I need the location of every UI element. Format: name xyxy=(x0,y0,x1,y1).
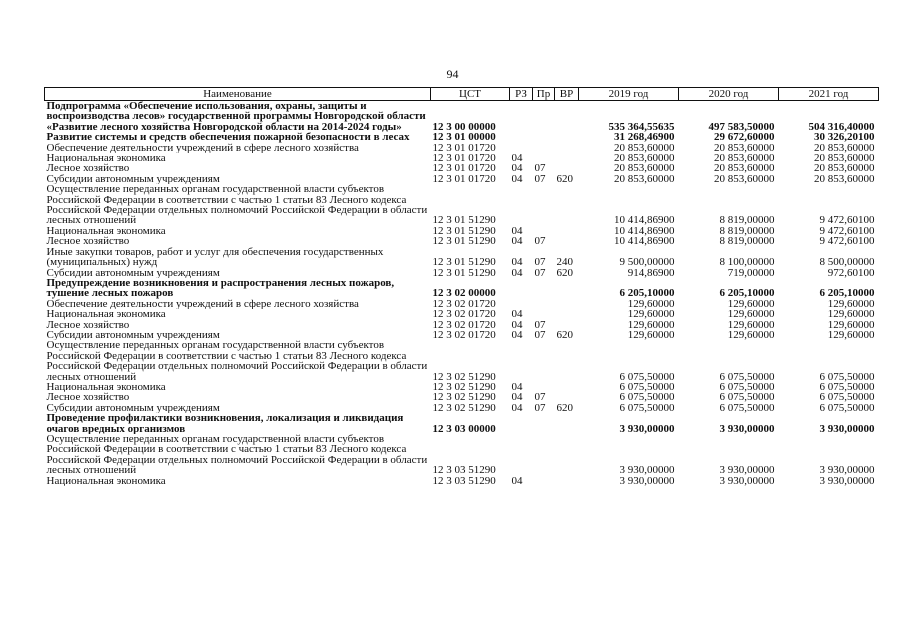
cell-vr xyxy=(555,236,579,246)
table-row xyxy=(45,434,879,476)
cell-pr: 07 xyxy=(534,236,546,247)
cell-pr xyxy=(533,101,555,133)
cell-pr: 07 xyxy=(534,267,546,278)
cell-name: Предупреждение возникновения и распространения лесных пожаров, тушение лесных пожаров xyxy=(46,277,395,299)
cell-2021: 6 075,50000 xyxy=(819,370,875,382)
cell-cst: 12 3 02 01720 xyxy=(432,329,496,341)
cell-name: Лесное хозяйство xyxy=(46,163,130,174)
cell-pr xyxy=(533,299,555,309)
cell-vr: 620 xyxy=(556,329,573,341)
cell-vr xyxy=(555,184,579,226)
cell-rz: 04 xyxy=(511,392,523,403)
cell-2019: 10 414,86900 xyxy=(614,225,675,237)
cell-vr xyxy=(555,320,579,330)
cell-2019: 6 075,50000 xyxy=(619,392,675,403)
table-row xyxy=(45,413,879,434)
cell-vr xyxy=(555,153,579,163)
cell-2019: 6 075,50000 xyxy=(619,402,675,414)
cell-rz xyxy=(510,278,533,299)
cell-pr xyxy=(533,143,555,153)
table-row xyxy=(45,247,879,268)
cell-rz: 04 xyxy=(511,402,523,414)
cell-cst: 12 3 00 00000 xyxy=(431,101,510,133)
cell-rz: 04 xyxy=(511,381,523,393)
cell-2020: 3 930,00000 xyxy=(719,475,775,487)
cell-vr xyxy=(555,309,579,319)
table-row xyxy=(45,101,879,133)
cell-rz: 04 xyxy=(511,163,523,174)
header-row xyxy=(45,88,879,101)
table-row xyxy=(45,340,879,382)
table-row xyxy=(45,226,879,236)
cell-2021: 6 205,10000 xyxy=(819,287,875,299)
cell-2021: 972,60100 xyxy=(827,267,875,278)
cell-2021: 129,60000 xyxy=(827,298,875,310)
cell-2019: 31 268,46900 xyxy=(614,132,675,143)
cell-vr xyxy=(555,299,579,309)
cell-name: Субсидии автономным учреждениям xyxy=(46,267,220,278)
table-row xyxy=(45,163,879,173)
cell-name: Субсидии автономным учреждениям xyxy=(46,173,220,185)
header-2019: 2019 год xyxy=(579,88,679,101)
cell-rz: 04 xyxy=(511,256,523,268)
table-row xyxy=(45,309,879,319)
cell-cst: 12 3 02 00000 xyxy=(432,287,496,299)
table-row xyxy=(45,299,879,309)
cell-pr: 07 xyxy=(534,173,546,185)
table-row xyxy=(45,403,879,413)
cell-name: Лесное хозяйство xyxy=(46,236,130,247)
cell-cst: 12 3 02 51290 xyxy=(432,370,496,382)
cell-2020: 8 819,00000 xyxy=(719,225,775,237)
cell-rz: 04 xyxy=(511,236,523,247)
cell-2021: 20 853,60000 xyxy=(814,142,875,154)
cell-2019: 129,60000 xyxy=(627,309,675,320)
cell-2020: 129,60000 xyxy=(727,329,775,341)
cell-vr xyxy=(555,476,579,486)
cell-rz xyxy=(510,101,533,133)
cell-2019: 129,60000 xyxy=(627,329,675,341)
cell-2019: 914,86900 xyxy=(627,267,675,278)
cell-vr xyxy=(555,132,579,142)
cell-name: Развитие системы и средств обеспечения пожарной безопасности в лесах xyxy=(46,132,410,143)
cell-2019: 3 930,00000 xyxy=(619,475,675,487)
cell-pr: 07 xyxy=(534,319,546,330)
cell-2019: 20 853,60000 xyxy=(614,173,675,185)
cell-2019: 6 075,50000 xyxy=(619,370,675,382)
cell-cst: 12 3 01 51290 xyxy=(432,267,496,278)
header-vr: ВР xyxy=(555,88,579,101)
cell-cst: 12 3 01 51290 xyxy=(432,225,496,237)
cell-name: Лесное хозяйство xyxy=(46,319,130,330)
cell-cst: 12 3 01 01720 xyxy=(432,173,496,185)
cell-2019: 20 853,60000 xyxy=(614,163,675,174)
cell-pr: 07 xyxy=(534,256,546,268)
cell-2019: 535 364,55635 xyxy=(579,101,679,133)
cell-cst: 12 3 03 51290 xyxy=(432,464,496,476)
cell-name: Подпрограмма «Обеспечение использования, охраны, защиты и воспроизводства лесов» государственной программы Новгородской области «Развитие лесного хозяйства Новгородской области на 2014-2024 годы» xyxy=(45,101,431,133)
cell-name: Осуществление переданных органам государственной власти субъектов Российской Федерации в соответствии с частью 1 статьи 83 Лесного кодекса Российской Федерации отдельных полномочий Российской Федерации в области лесных отношений xyxy=(46,434,428,476)
cell-2020: 20 853,60000 xyxy=(714,142,775,154)
cell-name: Национальная экономика xyxy=(46,153,166,164)
cell-2020: 8 819,00000 xyxy=(719,214,775,226)
cell-cst: 12 3 02 01720 xyxy=(432,298,496,310)
cell-2021: 504 316,40000 xyxy=(779,101,879,133)
cell-rz: 04 xyxy=(511,173,523,185)
cell-name: Обеспечение деятельности учреждений в сфере лесного хозяйства xyxy=(46,142,359,154)
cell-pr: 07 xyxy=(534,402,546,414)
cell-pr xyxy=(533,309,555,319)
cell-pr xyxy=(533,132,555,142)
cell-2019: 129,60000 xyxy=(627,298,675,310)
cell-pr xyxy=(533,476,555,486)
cell-pr xyxy=(533,434,555,476)
cell-rz xyxy=(510,434,533,476)
cell-cst: 12 3 02 01720 xyxy=(432,309,496,320)
table-row xyxy=(45,278,879,299)
cell-name: Национальная экономика xyxy=(46,309,166,320)
cell-vr xyxy=(555,340,579,382)
cell-2019: 3 930,00000 xyxy=(619,464,675,476)
cell-vr xyxy=(555,382,579,392)
cell-2020: 3 930,00000 xyxy=(719,464,775,476)
table-row xyxy=(45,143,879,153)
cell-rz xyxy=(510,184,533,226)
cell-pr: 07 xyxy=(534,329,546,341)
cell-2019: 20 853,60000 xyxy=(614,142,675,154)
cell-pr xyxy=(533,184,555,226)
cell-name: Национальная экономика xyxy=(46,225,166,237)
cell-2019: 10 414,86900 xyxy=(614,214,675,226)
budget-table xyxy=(44,87,879,486)
cell-vr: 620 xyxy=(556,173,573,185)
cell-name: Национальная экономика xyxy=(46,475,166,487)
cell-2020: 6 075,50000 xyxy=(719,381,775,393)
cell-rz: 04 xyxy=(511,309,523,320)
cell-2021: 129,60000 xyxy=(827,319,875,330)
cell-rz: 04 xyxy=(511,319,523,330)
cell-vr xyxy=(555,226,579,236)
cell-2021: 129,60000 xyxy=(827,309,875,320)
header-pr: Пр xyxy=(533,88,555,101)
header-rz: РЗ xyxy=(510,88,533,101)
cell-2020: 6 205,10000 xyxy=(719,287,775,299)
cell-2020: 20 853,60000 xyxy=(714,153,775,164)
table-row xyxy=(45,184,879,226)
cell-2021: 8 500,00000 xyxy=(819,256,875,268)
cell-vr xyxy=(555,278,579,299)
table-row xyxy=(45,476,879,486)
table-row xyxy=(45,132,879,142)
header-cst: ЦСТ xyxy=(431,88,510,101)
cell-cst: 12 3 03 00000 xyxy=(432,422,496,434)
table-row xyxy=(45,268,879,278)
cell-2019: 9 500,00000 xyxy=(619,256,675,268)
cell-name: Осуществление переданных органам государственной власти субъектов Российской Федерации в соответствии с частью 1 статьи 83 Лесного кодекса Российской Федерации отдельных полномочий Российской Федерации в области лесных отношений xyxy=(46,184,428,226)
cell-cst: 12 3 02 51290 xyxy=(432,381,496,393)
cell-cst: 12 3 01 51290 xyxy=(432,236,496,247)
cell-2021: 20 853,60000 xyxy=(814,163,875,174)
cell-2020: 497 583,50000 xyxy=(679,101,779,133)
cell-2020: 719,00000 xyxy=(727,267,775,278)
cell-pr xyxy=(533,153,555,163)
cell-cst: 12 3 01 51290 xyxy=(432,256,496,268)
page-number: 94 xyxy=(446,67,459,81)
cell-name: Субсидии автономным учреждениям xyxy=(46,329,220,341)
cell-pr xyxy=(533,340,555,382)
cell-2019: 129,60000 xyxy=(627,319,675,330)
cell-rz: 04 xyxy=(511,225,523,237)
table-row xyxy=(45,330,879,340)
table-row xyxy=(45,153,879,163)
cell-2021: 9 472,60100 xyxy=(819,236,875,247)
cell-2021: 3 930,00000 xyxy=(819,422,875,434)
header-2021: 2021 год xyxy=(779,88,879,101)
cell-2020: 6 075,50000 xyxy=(719,370,775,382)
cell-rz xyxy=(510,340,533,382)
cell-2021: 9 472,60100 xyxy=(819,225,875,237)
cell-2020: 20 853,60000 xyxy=(714,173,775,185)
cell-vr xyxy=(555,413,579,434)
cell-cst: 12 3 01 01720 xyxy=(432,163,496,174)
cell-2020: 6 075,50000 xyxy=(719,402,775,414)
cell-cst: 12 3 01 01720 xyxy=(432,142,496,154)
cell-2021: 129,60000 xyxy=(827,329,875,341)
cell-2019: 3 930,00000 xyxy=(619,422,675,434)
cell-2021: 20 853,60000 xyxy=(814,173,875,185)
cell-rz xyxy=(510,143,533,153)
cell-rz: 04 xyxy=(511,267,523,278)
cell-pr: 07 xyxy=(534,163,546,174)
cell-cst: 12 3 01 51290 xyxy=(432,214,496,226)
cell-vr xyxy=(555,163,579,173)
cell-2020: 8 819,00000 xyxy=(719,236,775,247)
cell-cst: 12 3 02 51290 xyxy=(432,392,496,403)
cell-name: Субсидии автономным учреждениям xyxy=(46,402,220,414)
cell-vr xyxy=(555,101,579,133)
cell-2019: 6 205,10000 xyxy=(619,287,675,299)
cell-rz: 04 xyxy=(511,475,523,487)
cell-vr xyxy=(555,434,579,476)
cell-pr xyxy=(533,226,555,236)
cell-rz xyxy=(510,132,533,142)
cell-rz: 04 xyxy=(511,329,523,341)
cell-name: Проведение профилактики возникновения, локализация и ликвидация очагов вредных организмов xyxy=(46,413,404,434)
cell-cst: 12 3 01 01720 xyxy=(432,153,496,164)
cell-vr xyxy=(555,143,579,153)
cell-2021: 9 472,60100 xyxy=(819,214,875,226)
cell-cst: 12 3 03 51290 xyxy=(432,475,496,487)
cell-2021: 6 075,50000 xyxy=(819,392,875,403)
table-header xyxy=(45,88,879,101)
cell-2019: 6 075,50000 xyxy=(619,381,675,393)
table-row xyxy=(45,382,879,392)
table-row xyxy=(45,320,879,330)
cell-2021: 3 930,00000 xyxy=(819,464,875,476)
cell-2021: 20 853,60000 xyxy=(814,153,875,164)
cell-cst: 12 3 02 51290 xyxy=(432,402,496,414)
cell-cst: 12 3 02 01720 xyxy=(432,319,496,330)
cell-pr xyxy=(533,278,555,299)
cell-2020: 129,60000 xyxy=(727,309,775,320)
cell-cst: 12 3 01 00000 xyxy=(432,132,496,143)
table-row xyxy=(45,392,879,402)
cell-2019: 10 414,86900 xyxy=(614,236,675,247)
cell-pr xyxy=(533,413,555,434)
cell-2020: 129,60000 xyxy=(727,298,775,310)
header-2020: 2020 год xyxy=(679,88,779,101)
cell-2020: 29 672,60000 xyxy=(714,132,775,143)
table-row xyxy=(45,174,879,184)
table-body xyxy=(45,101,879,487)
cell-rz xyxy=(510,299,533,309)
cell-2021: 30 326,20100 xyxy=(814,132,875,143)
cell-name: Осуществление переданных органам государственной власти субъектов Российской Федерации в соответствии с частью 1 статьи 83 Лесного кодекса Российской Федерации отдельных полномочий Российской Федерации в области лесных отношений xyxy=(46,340,428,382)
cell-vr: 240 xyxy=(556,256,573,268)
cell-name: Лесное хозяйство xyxy=(46,392,130,403)
cell-2020: 3 930,00000 xyxy=(719,422,775,434)
cell-rz xyxy=(510,413,533,434)
cell-name: Иные закупки товаров, работ и услуг для обеспечения государственных (муниципальных) нужд xyxy=(46,246,384,268)
header-name: Наименование xyxy=(45,88,431,101)
cell-pr: 07 xyxy=(534,392,546,403)
cell-2019: 20 853,60000 xyxy=(614,153,675,164)
cell-2020: 129,60000 xyxy=(727,319,775,330)
cell-vr: 620 xyxy=(556,267,573,278)
cell-name: Обеспечение деятельности учреждений в сфере лесного хозяйства xyxy=(46,298,359,310)
table-row xyxy=(45,236,879,246)
cell-2020: 8 100,00000 xyxy=(719,256,775,268)
cell-2021: 3 930,00000 xyxy=(819,475,875,487)
cell-2021: 6 075,50000 xyxy=(819,402,875,414)
cell-vr xyxy=(555,392,579,402)
cell-vr: 620 xyxy=(556,402,573,414)
cell-2020: 6 075,50000 xyxy=(719,392,775,403)
cell-2020: 20 853,60000 xyxy=(714,163,775,174)
cell-2021: 6 075,50000 xyxy=(819,381,875,393)
cell-name: Национальная экономика xyxy=(46,381,166,393)
cell-rz: 04 xyxy=(511,153,523,164)
cell-pr xyxy=(533,382,555,392)
